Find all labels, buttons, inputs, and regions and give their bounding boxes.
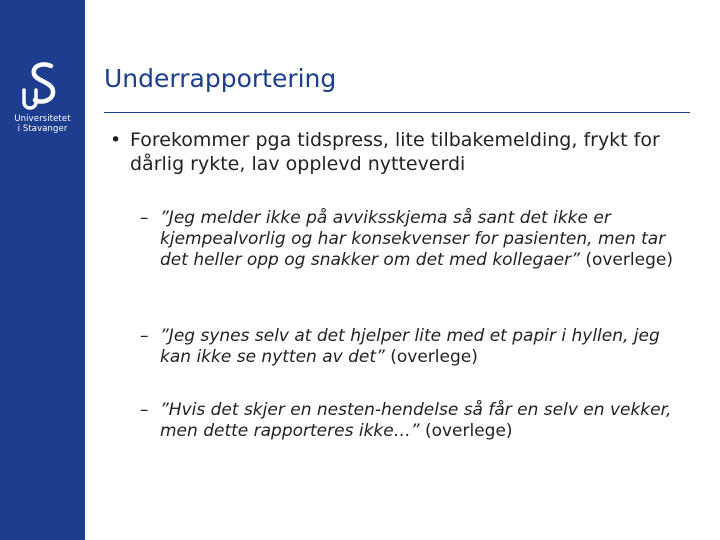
uis-logo-icon [18,60,68,114]
sub-bullet [140,208,690,271]
main-bullet-text: Forekommer pga tidspress, lite tilbakemelding, frykt for dårlig rykte, lav opplevd nytteverdi [130,129,660,175]
bullet-dot-icon: • [110,129,122,151]
sub-bullet [140,400,690,442]
dash-icon: – [140,326,149,346]
logo-text-line1: Universitetet [14,114,71,124]
quote-text: ”Jeg melder ikke på avviksskjema så sant det ikke er kjempealvorlig og har konsekvenser for pasienten, men tar det heller opp og snakker om det med kollegaer” [160,208,666,270]
dash-icon: – [140,400,149,420]
slide-title: Underrapportering [104,64,337,93]
quote-attribution: (overlege) [384,347,478,367]
university-logo [0,60,85,134]
quote-text: ”Jeg synes selv at det hjelper lite med et papir i hyllen, jeg kan ikke se nytten av det” [160,326,660,367]
main-bullet [110,128,690,176]
title-divider [104,112,690,113]
logo-text-line2: i Stavanger [17,124,68,134]
dash-icon: – [140,208,149,228]
sidebar [0,0,85,540]
quote-attribution: (overlege) [419,421,513,441]
quote-text: ”Hvis det skjer en nesten-hendelse så får en selv en vekker, men dette rapporteres ikke…” [160,400,672,441]
quote-attribution: (overlege) [579,250,673,270]
sub-bullet [140,326,690,368]
